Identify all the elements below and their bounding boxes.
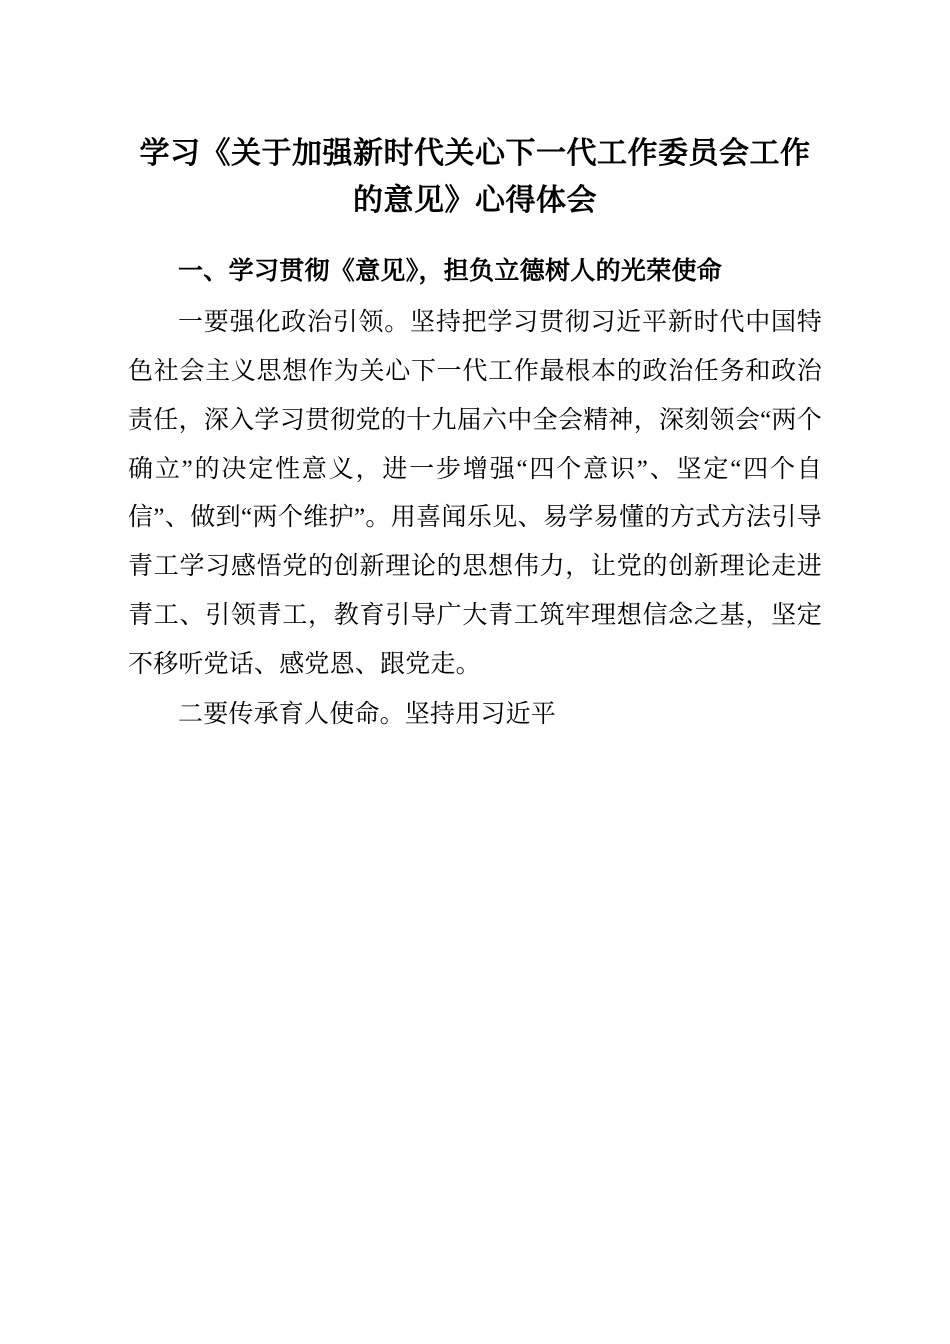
section-heading: 一、学习贯彻《意见》，担负立德树人的光荣使命: [178, 257, 723, 285]
body-paragraph-2: 二要传承育人使命。坚持用习近平: [178, 701, 557, 729]
body-paragraph-1: 一要强化政治引领。坚持把学习贯彻习近平新时代中国特色社会主义思想作为关心下一代工作最根本的政治任务和政治责任，深入学习贯彻党的十九届六中全会精神，深刻领会“两个确立”的决定性意义，进一步增强“四个意识”、坚定“四个自信”、做到“两个维护”。用喜闻乐见、易学易懂的方式方法引导青工学习感悟党的创新理论的思想伟力，让党的创新理论走进青工、引领青工，教育引导广大青工筑牢理想信念之基，坚定不移听党话、感党恩、跟党走。: [128, 309, 822, 678]
page-title: 学习《关于加强新时代关心下一代工作委员会工作的意见》心得体会: [139, 137, 811, 218]
